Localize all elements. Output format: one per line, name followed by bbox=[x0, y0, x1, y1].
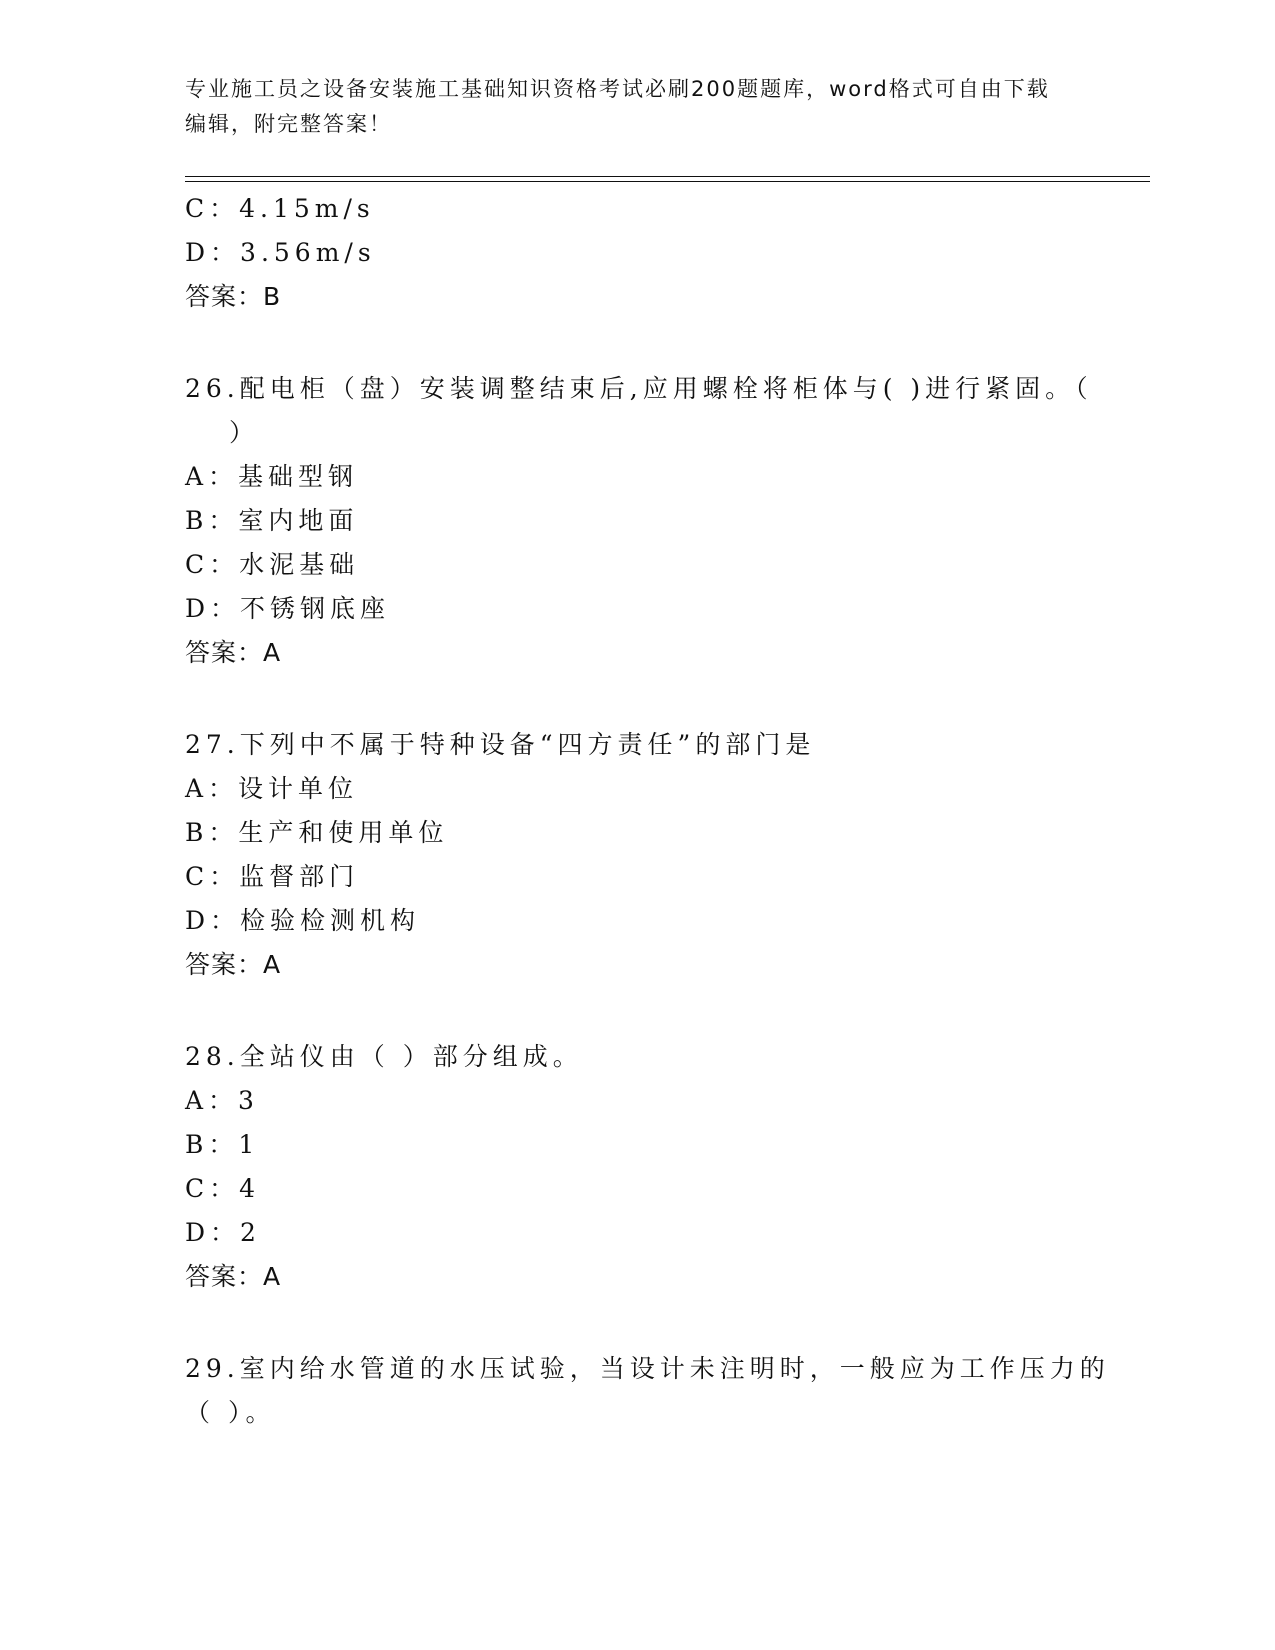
q29-stem: 29.室内给水管道的水压试验，当设计未注明时，一般应为工作压力的 bbox=[185, 1354, 1110, 1383]
q26-stem: 26.配电柜（盘）安装调整结束后,应用螺栓将柜体与( )进行紧固。（ bbox=[185, 374, 1093, 403]
q29-stem-continued: （ ）。 bbox=[185, 1398, 276, 1427]
q28-option-b: B：1 bbox=[185, 1130, 260, 1159]
q26-stem-continued: ） bbox=[229, 418, 260, 447]
q26-option-b: B：室内地面 bbox=[185, 506, 359, 535]
q25-option-d: D：3.56m/s bbox=[185, 238, 376, 267]
q27-option-a: A：设计单位 bbox=[185, 774, 359, 803]
header-divider-top bbox=[185, 176, 1150, 177]
q25-answer: 答案：B bbox=[185, 282, 282, 311]
q27-option-c: C：监督部门 bbox=[185, 862, 360, 891]
q27-option-d: D：检验检测机构 bbox=[185, 906, 421, 935]
q28-option-d: D：2 bbox=[185, 1218, 261, 1247]
q28-stem: 28.全站仪由（ ）部分组成。 bbox=[185, 1042, 583, 1071]
q26-option-d: D：不锈钢底座 bbox=[185, 594, 391, 623]
document-header: 专业施工员之设备安装施工基础知识资格考试必刷200题题库，word格式可自由下载编辑，附完整答案！ bbox=[185, 77, 1050, 136]
q28-option-c: C：4 bbox=[185, 1174, 261, 1203]
q27-option-b: B：生产和使用单位 bbox=[185, 818, 449, 847]
q27-answer: 答案：A bbox=[185, 950, 282, 979]
q26-option-a: A：基础型钢 bbox=[185, 462, 359, 491]
q26-option-c: C：水泥基础 bbox=[185, 550, 360, 579]
q28-option-a: A：3 bbox=[185, 1086, 259, 1115]
q25-option-c: C：4.15m/s bbox=[185, 194, 375, 223]
q27-stem: 27.下列中不属于特种设备“四方责任”的部门是 bbox=[185, 730, 816, 759]
header-divider-bottom bbox=[185, 181, 1150, 182]
q28-answer: 答案：A bbox=[185, 1262, 282, 1291]
q26-answer: 答案：A bbox=[185, 638, 282, 667]
